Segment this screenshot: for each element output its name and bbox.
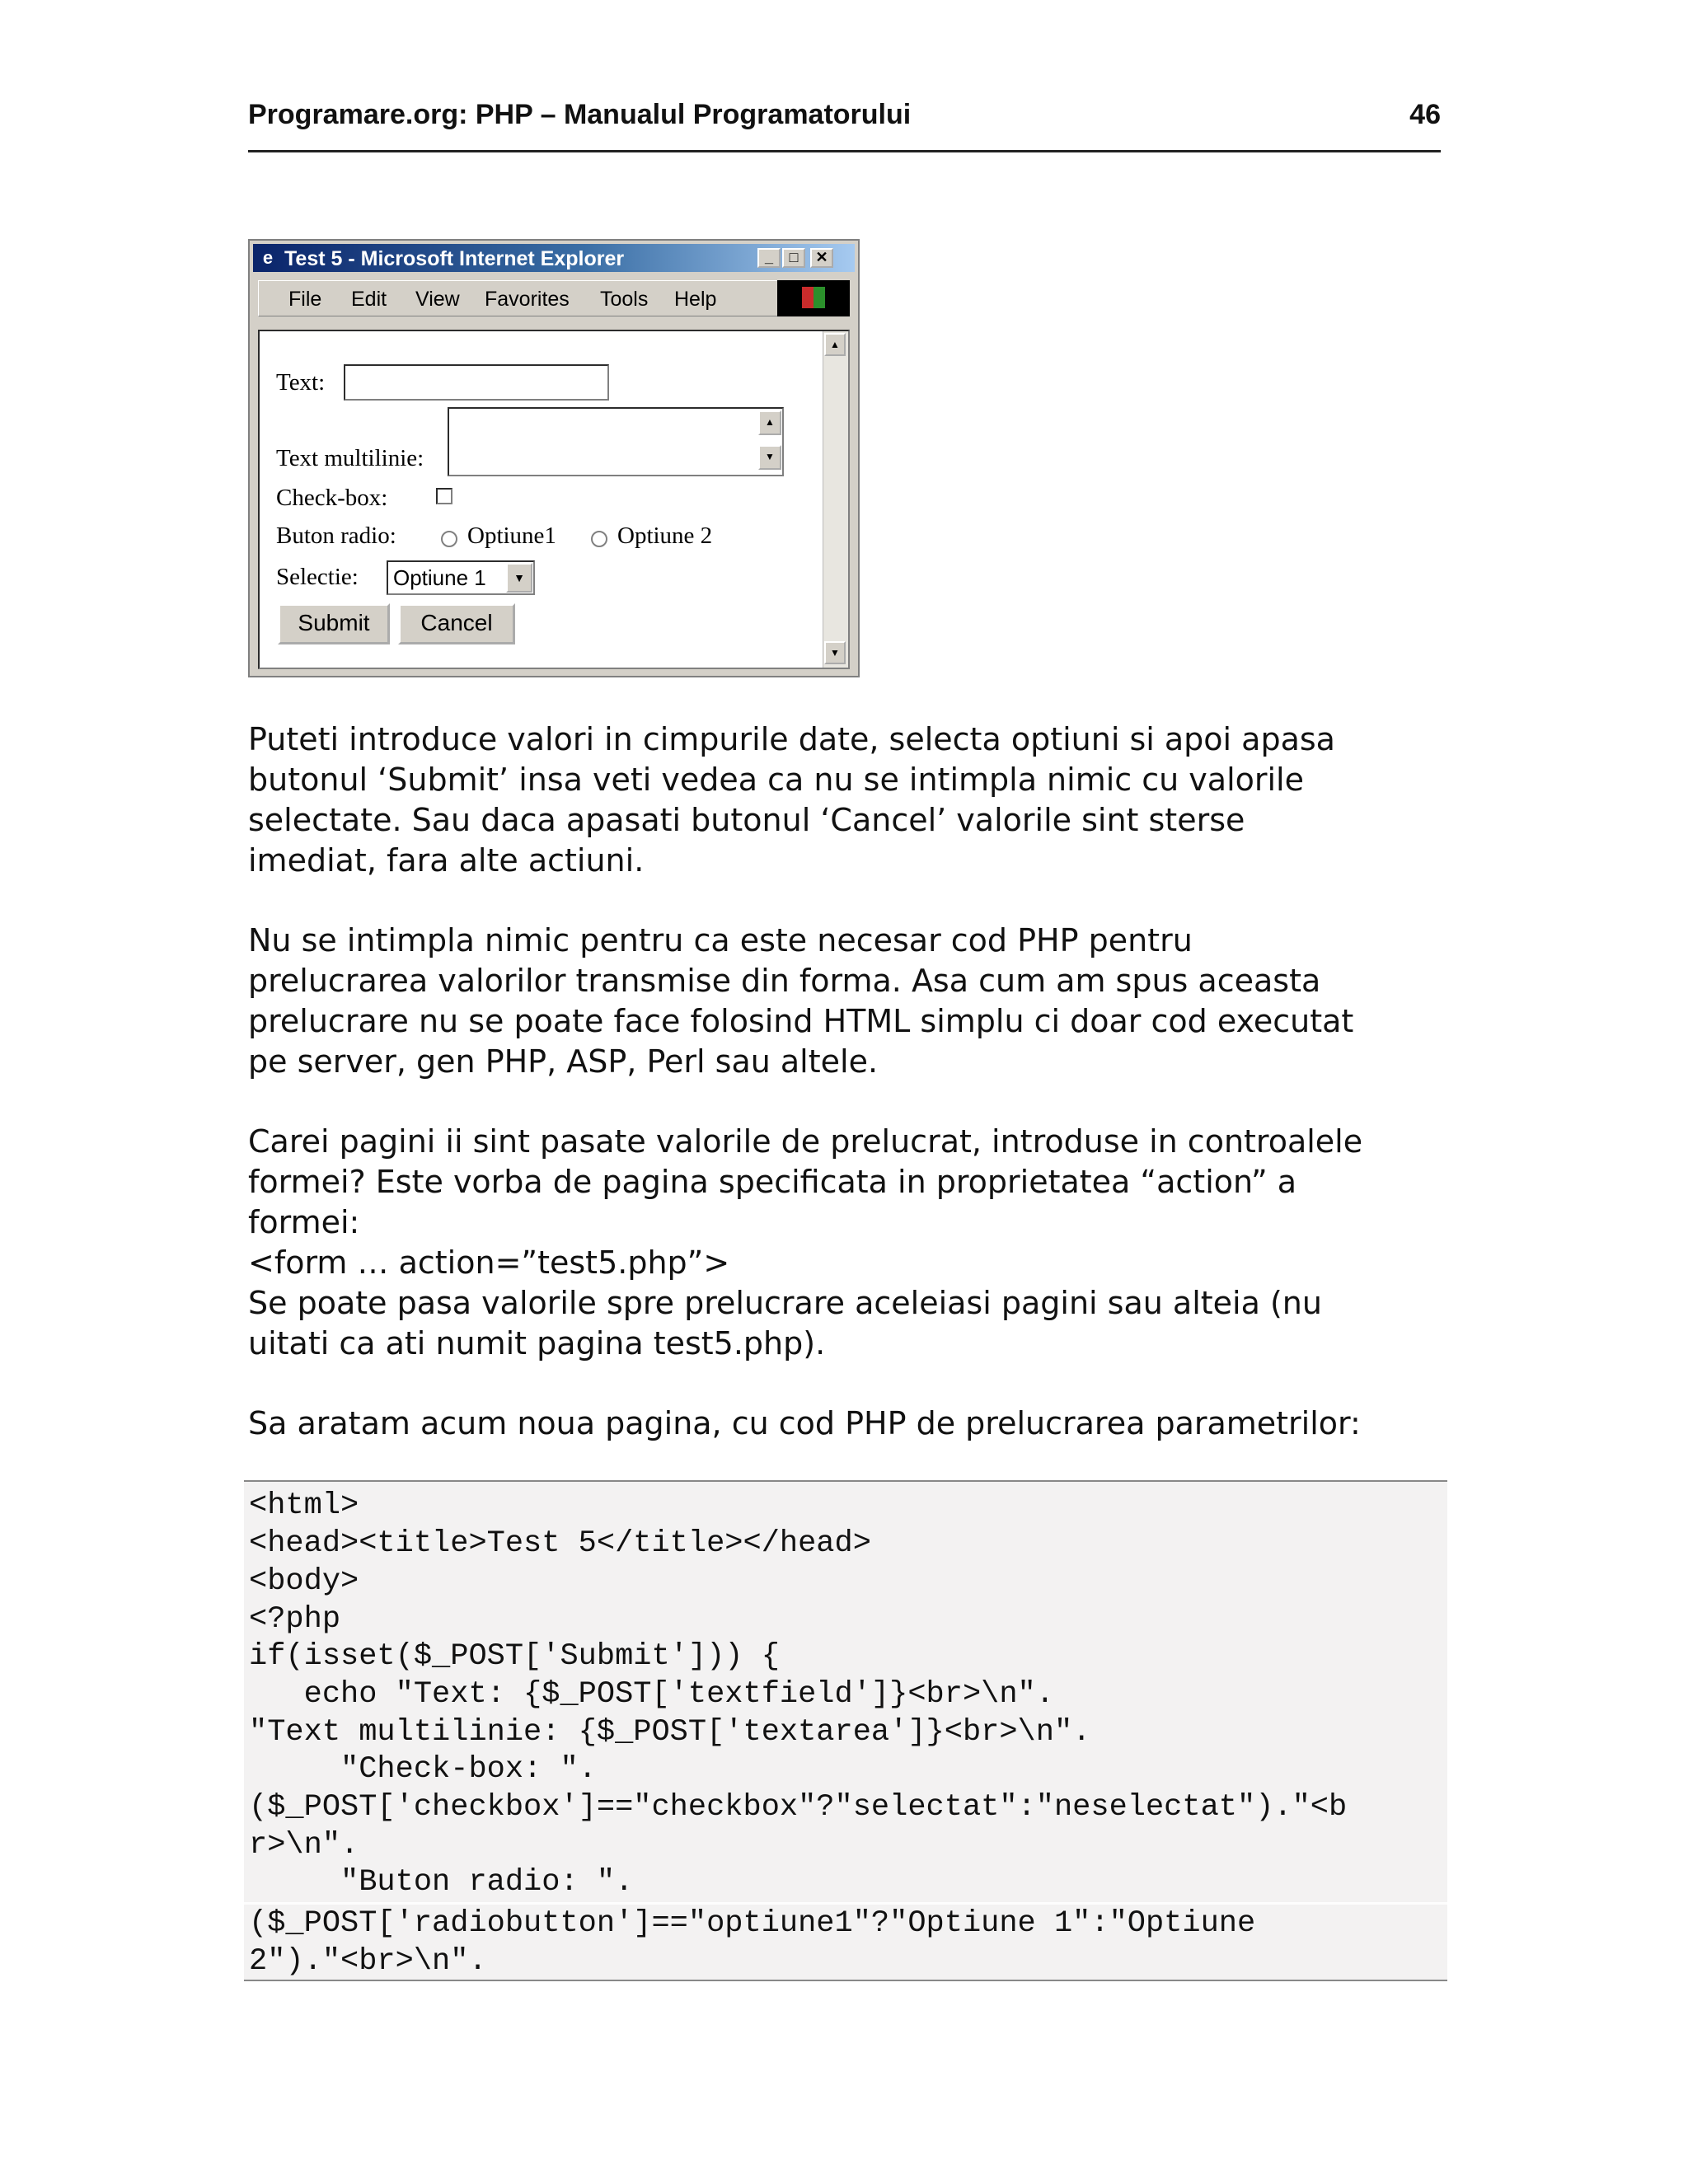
menu-help[interactable]: Help bbox=[674, 288, 717, 311]
paragraph-1 bbox=[248, 719, 1451, 881]
browser-content-area bbox=[258, 330, 850, 669]
windows-flag-icon bbox=[802, 287, 825, 308]
chevron-down-icon[interactable]: ▼ bbox=[506, 563, 532, 593]
maximize-icon[interactable]: □ bbox=[782, 248, 805, 268]
code-line: <head><title>Test 5</title></head> bbox=[249, 1526, 871, 1561]
menu-view[interactable]: View bbox=[415, 288, 460, 311]
menu-file[interactable]: File bbox=[288, 288, 322, 311]
code-line: r>\n". bbox=[249, 1828, 359, 1863]
checkbox-label: Check-box: bbox=[276, 485, 388, 511]
text-line: formei? Este vorba de pagina specificata in proprietatea “action” a bbox=[248, 1164, 1297, 1200]
textarea-field[interactable] bbox=[448, 407, 784, 476]
text-line: Sa aratam acum noua pagina, cu cod PHP de prelucrarea parametrilor: bbox=[248, 1405, 1361, 1441]
code-line: "Buton radio: ". bbox=[249, 1865, 634, 1900]
select-value: Optiune 1 bbox=[393, 565, 486, 590]
page-header bbox=[248, 96, 1441, 152]
select-label: Selectie: bbox=[276, 564, 359, 590]
text-line: Carei pagini ii sint pasate valorile de prelucrat, introduse in controalele bbox=[248, 1123, 1363, 1160]
page-scrollbar[interactable] bbox=[823, 331, 848, 668]
scroll-up-arrow-icon[interactable]: ▲ bbox=[824, 333, 846, 356]
code-block bbox=[244, 1480, 1447, 1981]
code-line: ($_POST['checkbox']=="checkbox"?"selectat":"neselectat")."<b bbox=[249, 1790, 1348, 1825]
code-line: 2")."<br>\n". bbox=[249, 1944, 487, 1979]
paragraph-3 bbox=[248, 1122, 1451, 1364]
submit-button[interactable]: Submit bbox=[278, 603, 390, 644]
text-line: selectate. Sau daca apasati butonul ‘Cancel’ valorile sint sterse bbox=[248, 802, 1245, 838]
browser-window-screenshot bbox=[248, 239, 860, 677]
code-line: "Check-box: ". bbox=[249, 1752, 597, 1787]
menu-favorites[interactable]: Favorites bbox=[485, 288, 570, 311]
text-line: formei: bbox=[248, 1204, 360, 1240]
code-line: "Text multilinie: {$_POST['textarea']}<br>\n". bbox=[249, 1715, 1091, 1750]
text-line: <form … action=”test5.php”> bbox=[248, 1244, 730, 1281]
minimize-icon[interactable]: _ bbox=[757, 248, 781, 268]
textarea-label: Text multilinie: bbox=[276, 445, 424, 471]
menu-edit[interactable]: Edit bbox=[351, 288, 387, 311]
menu-tools[interactable]: Tools bbox=[600, 288, 649, 311]
checkbox[interactable] bbox=[436, 488, 452, 504]
radio-option-2[interactable] bbox=[591, 531, 607, 547]
internet-explorer-icon: e bbox=[262, 247, 274, 268]
code-line: <html> bbox=[249, 1488, 359, 1523]
page-number: 46 bbox=[1409, 99, 1441, 130]
browser-menubar bbox=[258, 280, 802, 316]
code-divider bbox=[244, 1902, 1447, 1905]
text-line: butonul ‘Submit’ insa veti vedea ca nu se intimpla nimic cu valorile bbox=[248, 762, 1304, 798]
scroll-down-arrow-icon[interactable]: ▼ bbox=[758, 445, 781, 470]
radio-option-1[interactable] bbox=[441, 531, 457, 547]
scroll-up-arrow-icon[interactable]: ▲ bbox=[758, 410, 781, 435]
header-title: Programare.org: PHP – Manualul Programatorului bbox=[248, 99, 912, 130]
select-dropdown[interactable] bbox=[387, 560, 535, 595]
radio-option-2-label: Optiune 2 bbox=[617, 523, 713, 549]
paragraph-2 bbox=[248, 921, 1451, 1082]
text-line: Puteti introduce valori in cimpurile date, selecta optiuni si apoi apasa bbox=[248, 721, 1335, 757]
code-line: if(isset($_POST['Submit'])) { bbox=[249, 1639, 780, 1674]
code-line: echo "Text: {$_POST['textfield']}<br>\n". bbox=[249, 1677, 1054, 1712]
text-line: uitati ca ati numit pagina test5.php). bbox=[248, 1325, 826, 1361]
text-line: Nu se intimpla nimic pentru ca este necesar cod PHP pentru bbox=[248, 922, 1193, 958]
code-line: <?php bbox=[249, 1602, 341, 1637]
close-icon[interactable]: ✕ bbox=[810, 248, 833, 268]
text-line: imediat, fara alte actiuni. bbox=[248, 842, 645, 879]
code-line: <body> bbox=[249, 1564, 359, 1599]
windows-logo-throbber bbox=[777, 280, 850, 316]
paragraph-4 bbox=[248, 1404, 1451, 1444]
browser-window-title: Test 5 - Microsoft Internet Explorer bbox=[284, 247, 625, 270]
radio-label: Buton radio: bbox=[276, 523, 396, 549]
text-field-label: Text: bbox=[276, 369, 326, 396]
scroll-down-arrow-icon[interactable]: ▼ bbox=[824, 641, 846, 664]
text-field[interactable] bbox=[344, 364, 609, 401]
radio-option-1-label: Optiune1 bbox=[467, 523, 556, 549]
text-line: prelucrare nu se poate face folosind HTML simplu ci doar cod executat bbox=[248, 1003, 1354, 1039]
text-line: pe server, gen PHP, ASP, Perl sau altele. bbox=[248, 1043, 879, 1080]
cancel-button[interactable]: Cancel bbox=[398, 603, 515, 644]
browser-titlebar bbox=[253, 244, 855, 272]
text-line: prelucrarea valorilor transmise din forma. Asa cum am spus aceasta bbox=[248, 963, 1321, 999]
code-line: ($_POST['radiobutton']=="optiune1"?"Optiune 1":"Optiune bbox=[249, 1906, 1256, 1941]
text-line: Se poate pasa valorile spre prelucrare aceleiasi pagini sau alteia (nu bbox=[248, 1285, 1322, 1321]
